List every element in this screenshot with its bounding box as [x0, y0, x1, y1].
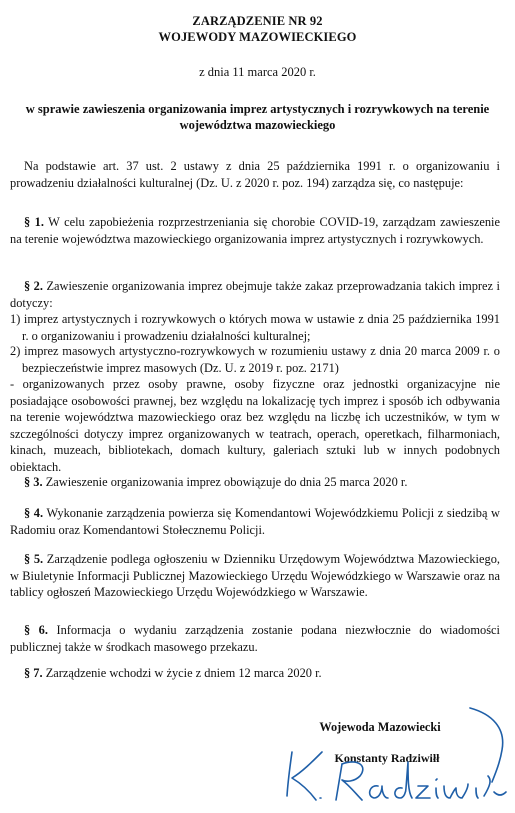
section-7	[10, 665, 500, 682]
section-2-item-2	[10, 343, 500, 376]
section-2-tail: - organizowanych przez osoby prawne, osoby fizyczne oraz jednostki organizacyjne nie posiadające osobowości prawnej, bez względu na lokalizację tych imprez i sposób ich odbywania na terenie województwa mazowieckiego oraz bez względu na liczbę ich uczestników, w tym w szczególności dotyczy imprez organizowanych w teatrach, operach, operetkach, filharmoniach, kinach, muzeach, bibliotekach, domach kultury, galeriach sztuki lub w innych podobnych obiektach.	[10, 377, 500, 474]
section-4-text: Wykonanie zarządzenia powierza się Komendantowi Wojewódzkiemu Policji z siedzibą w Radomiu oraz Komendantowi Stołecznemu Policji.	[10, 506, 501, 537]
section-5-text: Zarządzenie podlega ogłoszeniu w Dzienniku Urzędowym Województwa Mazowieckiego, w Biuletynie Informacji Publicznej Mazowieckiego Urzędu Wojewódzkiego w Warszawie oraz na tablicy ogłoszeń Mazowieckiego Urzędu Wojewódzkiego w Warszawie.	[10, 552, 500, 599]
document-title-line1: ZARZĄDZENIE NR 92	[192, 14, 323, 28]
section-1-label: § 1.	[24, 215, 44, 229]
section-4-label: § 4.	[24, 506, 44, 520]
section-2	[10, 278, 500, 311]
section-3-label: § 3.	[24, 475, 43, 489]
section-2-text: Zawieszenie organizowania imprez obejmuje także zakaz przeprowadzania takich imprez i dotyczy:	[10, 279, 500, 310]
section-2-item-1-number: 1)	[10, 312, 21, 326]
handwritten-signature	[270, 700, 510, 812]
document-date: z dnia 11 marca 2020 r.	[199, 65, 316, 79]
section-6-text: Informacja o wydaniu zarządzenia zostanie podana niezwłocznie do wiadomości publicznej także w środkach masowego przekazu.	[10, 623, 500, 654]
section-7-text: Zarządzenie wchodzi w życie z dniem 12 marca 2020 r.	[45, 666, 322, 680]
section-1-text: W celu zapobieżenia rozprzestrzeniania się chorobie COVID-19, zarządzam zawieszenie na terenie województwa mazowieckiego organizowania imprez artystycznych i rozrywkowych.	[10, 215, 500, 246]
section-2-item-1	[10, 311, 500, 344]
section-3-text: Zawieszenie organizowania imprez obowiązuje do dnia 25 marca 2020 r.	[45, 475, 408, 489]
signature-name: Konstanty Radziwiłł	[334, 751, 440, 765]
signature-strokes	[287, 708, 506, 800]
section-5	[10, 551, 500, 601]
signature-role: Wojewoda Mazowiecki	[319, 720, 441, 734]
section-7-label: § 7.	[24, 666, 43, 680]
section-2-item-1-text: imprez artystycznych i rozrywkowych o których mowa w ustawie z dnia 25 października 1991 r. o organizowaniu i prowadzeniu działalności kulturalnej;	[22, 312, 500, 343]
section-3	[10, 474, 500, 491]
section-2-item-2-text: imprez masowych artystyczno-rozrywkowych w rozumieniu ustawy z dnia 20 marca 2009 r. o bezpieczeństwie imprez masowych (Dz. U. z 2019 r. poz. 2171)	[22, 344, 500, 375]
section-2-label: § 2.	[24, 279, 43, 293]
intro-text: Na podstawie art. 37 ust. 2 ustawy z dnia 25 października 1991 r. o organizowaniu i prowadzeniu działalności kulturalnej (Dz. U. z 2020 r. poz. 194) zarządza się, co następuje:	[10, 159, 500, 190]
section-2-item-2-number: 2)	[10, 344, 21, 358]
document-title-line2: WOJEWODY MAZOWIECKIEGO	[158, 30, 357, 44]
section-5-label: § 5.	[24, 552, 44, 566]
section-6	[10, 622, 500, 655]
intro-paragraph	[10, 158, 500, 191]
section-6-label: § 6.	[24, 623, 48, 637]
section-1	[10, 214, 500, 247]
section-4	[10, 505, 500, 538]
document-subject: w sprawie zawieszenia organizowania imprez artystycznych i rozrywkowych na terenie województwa mazowieckiego	[25, 102, 490, 132]
